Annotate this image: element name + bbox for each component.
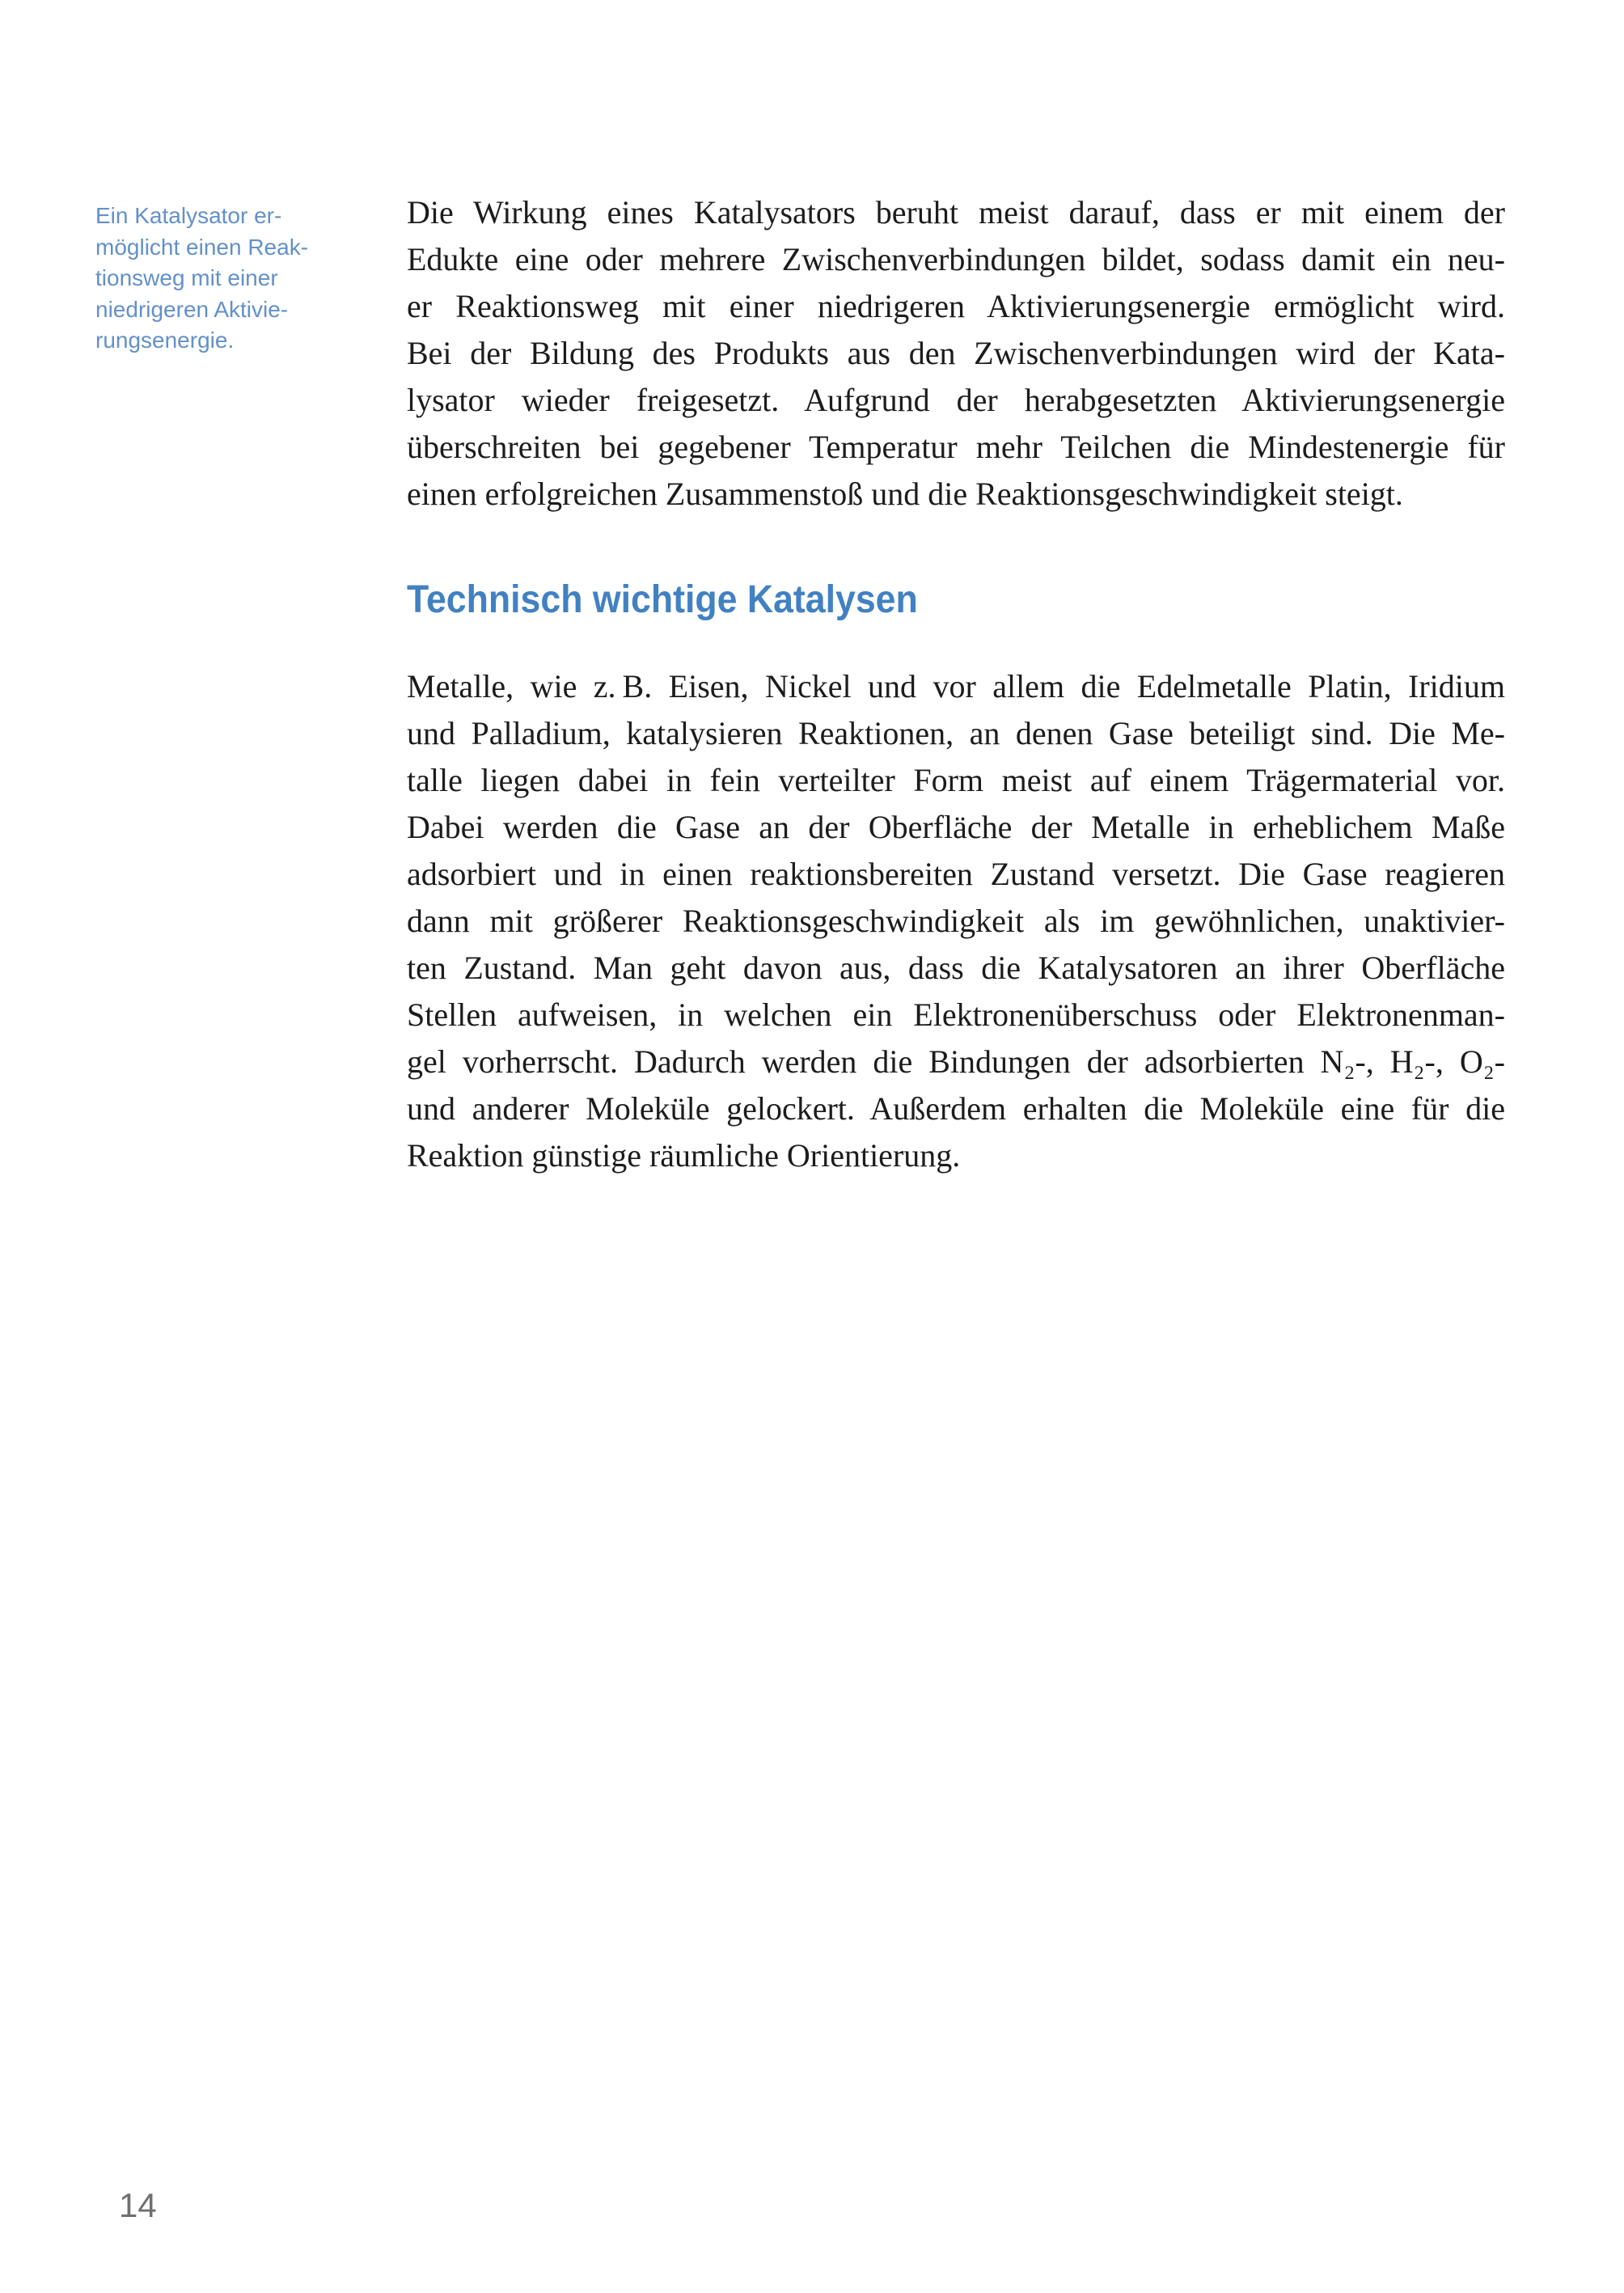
paragraph-2 [407,663,1505,1179]
paragraph-2-line: talle liegen dabei in fein verteilter Form meist auf einem Trägermaterial vor. [407,762,1505,798]
paragraph-2-line: und anderer Moleküle gelockert. Außerdem erhalten die Moleküle eine für die [407,1090,1505,1127]
paragraph-1-line: er Reaktionsweg mit einer niedrigeren Aktivierungsenergie ermöglicht wird. [407,288,1505,324]
paragraph-1-line: Bei der Bildung des Produkts aus den Zwischenverbindungen wird der Kata- [407,335,1505,371]
main-text-column [407,0,1505,2293]
paragraph-2-line: und Palladium, katalysieren Reaktionen, an denen Gase beteiligt sind. Die Me- [407,715,1505,751]
paragraph-1-line: Die Wirkung eines Katalysators beruht meist darauf, dass er mit einem der [407,194,1505,231]
margin-note-line: rungsenergie. [95,328,235,353]
margin-note-line: tionsweg mit einer [95,265,278,290]
paragraph-2-line: gel vorherrscht. Dadurch werden die Bindungen der adsorbierten N₂-, H₂-, O₂- [407,1043,1505,1080]
paragraph-2-line: adsorbiert und in einen reaktionsbereiten Zustand versetzt. Die Gase reagieren [407,856,1505,892]
paragraph-2-line: Dabei werden die Gase an der Oberfläche der Metalle in erheblichem Maße [407,809,1505,845]
paragraph-1-line: einen erfolgreichen Zusammenstoß und die Reaktionsgeschwindigkeit steigt. [407,476,1403,512]
paragraph-1 [407,189,1505,518]
section-heading [407,577,956,624]
paragraph-2-line: Stellen aufweisen, in welchen ein Elektronenüberschuss oder Elektronenman- [407,996,1505,1033]
paragraph-1-line: Edukte eine oder mehrere Zwischenverbindungen bildet, sodass damit ein neu- [407,241,1505,277]
paragraph-2-line: Metalle, wie z. B. Eisen, Nickel und vor allem die Edelmetalle Platin, Iridium [407,668,1505,704]
paragraph-1-line: lysator wieder freigesetzt. Aufgrund der herabgesetzten Aktivierungsenergie [407,382,1505,418]
page-number: 14 [119,2186,157,2224]
margin-note-line: Ein Katalysator er- [95,203,282,228]
margin-note-line: möglicht einen Reak- [95,234,309,260]
paragraph-1-line: überschreiten bei gegebener Temperatur mehr Teilchen die Mindestenergie für [407,429,1505,465]
section-heading-text: Technisch wichtige Katalysen [407,578,918,621]
paragraph-2-line: ten Zustand. Man geht davon aus, dass die Katalysatoren an ihrer Oberfläche [407,950,1505,986]
margin-note-line: niedrigeren Aktivie- [95,296,289,322]
margin-note [95,201,362,357]
paragraph-2-line: dann mit größerer Reaktionsgeschwindigkeit als im gewöhnlichen, unaktivier- [407,903,1505,939]
paragraph-2-line: Reaktion günstige räumliche Orientierung. [407,1137,961,1174]
